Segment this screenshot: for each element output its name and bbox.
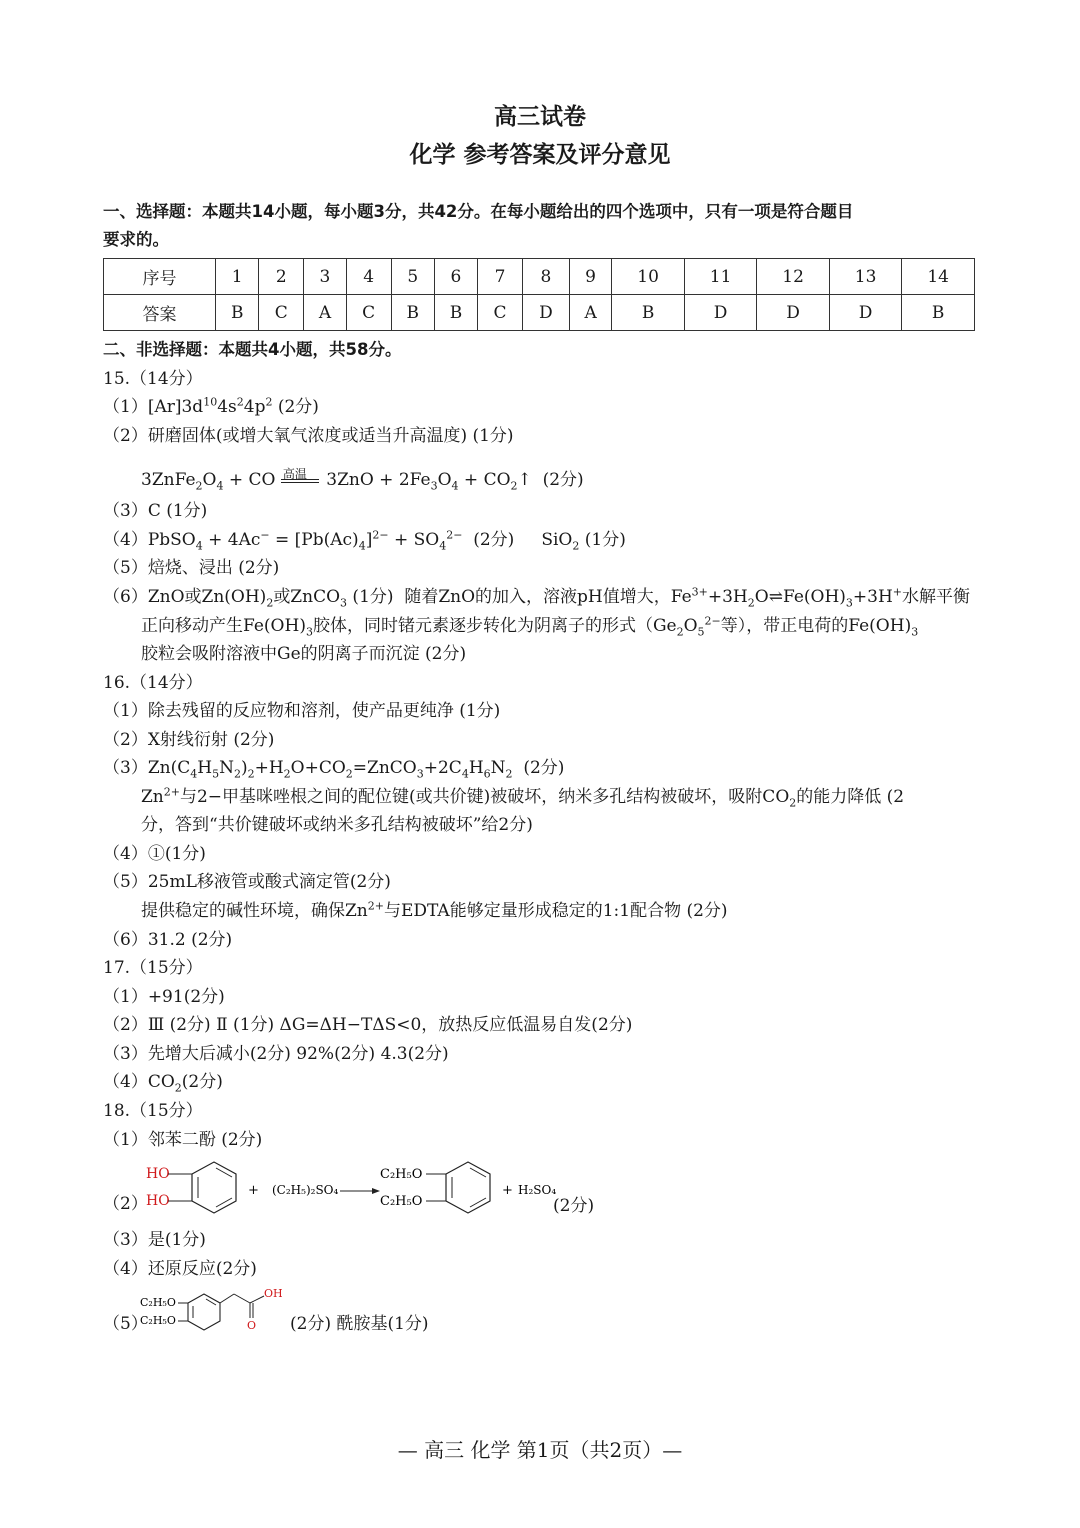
section2-intro: 二、非选择题：本题共4小题，共58分。 <box>103 340 402 359</box>
q15-part4: （4）PbSO$_4$ + $4Ac^- = [Pb(Ac)_4]^{2-} + SO_4^{2-}$ (2分) SiO$_2$ (1分) <box>103 528 626 553</box>
q16-part4: （4）①(1分) <box>103 844 206 864</box>
answer-table-answer-row <box>104 295 975 331</box>
table-cell: C <box>478 295 523 331</box>
q16-part3: $(3)Zn(C_4H_5N_2)_2+H_2O+CO_2=ZnCO_3+2C_4H_6N_2$ (2分) <box>103 758 565 781</box>
superscript: 10 <box>203 395 218 409</box>
answer-table <box>103 258 975 331</box>
table-cell: 2 <box>259 259 304 295</box>
text: （4）CO <box>103 1072 175 1092</box>
equation-left: 3ZnFe <box>141 470 196 490</box>
table-cell: B <box>391 295 434 331</box>
q18-part3: （3）是(1分) <box>103 1230 206 1250</box>
q16-part3-line2: $Zn^{2+}$与2−甲基咪唑根之间的配位键(或共价键)被破坏，纳米多孔结构被破坏，吸附$CO_2$的能力降低 (2 <box>141 785 905 810</box>
part-label: （3） <box>103 758 148 778</box>
svg-text:+: + <box>248 1183 259 1198</box>
q17-part4: $(4)CO_2(2$分) <box>103 1072 223 1095</box>
text: （6）ZnO或Zn(OH) <box>103 587 267 607</box>
svg-text:OH: OH <box>264 1287 283 1300</box>
q16-part3-line3: 分，答到“共价键破坏或纳米多孔结构被破坏”给2分) <box>141 815 533 835</box>
score: (2分) <box>542 470 584 490</box>
svg-text:HO: HO <box>146 1166 170 1182</box>
svg-text:(C₂H₅)₂SO₄: (C₂H₅)₂SO₄ <box>272 1183 339 1197</box>
table-cell: 8 <box>522 259 569 295</box>
text: 正向移动产生Fe(OH) <box>141 616 306 636</box>
row-label-answer: 答案 <box>104 295 216 331</box>
page-title: 高三试卷 <box>494 104 586 130</box>
q15-part6-line2: 正向移动产生$Fe(OH)_3$胶体，同时锗元素逐步转化为阴离子的形式（$Ge_2O_5^{2-}$等），带正电荷的$Fe(OH)_3$ <box>141 614 919 639</box>
table-cell: 14 <box>902 259 975 295</box>
q15-part6-line3: 胶粒会吸附溶液中Ge的阴离子而沉淀 (2分) <box>141 644 467 664</box>
score: (1分) <box>584 530 626 550</box>
q16-part5: （5）25mL移液管或酸式滴定管(2分) <box>103 872 391 892</box>
table-cell: 11 <box>684 259 757 295</box>
table-cell: D <box>684 295 757 331</box>
q18-part1: （1）邻苯二酚 (2分) <box>103 1130 263 1150</box>
q17-heading: 17.（15分） <box>103 958 203 978</box>
svg-text:HO: HO <box>146 1193 170 1209</box>
table-cell: 10 <box>612 259 685 295</box>
page-subtitle: 化学 参考答案及评分意见 <box>409 142 671 168</box>
svg-text:C₂H₅O: C₂H₅O <box>380 1194 423 1209</box>
text: 与EDTA能够定量形成稳定的1:1配合物 (2分) <box>383 901 728 921</box>
table-cell: D <box>757 295 830 331</box>
section1-intro <box>103 198 983 254</box>
score: (2分) <box>272 397 319 417</box>
svg-text:O: O <box>247 1319 257 1332</box>
q18-part5-score: (2分) 酰胺基(1分) <box>290 1314 429 1334</box>
superscript: 2 <box>265 395 273 409</box>
table-cell: 9 <box>569 259 612 295</box>
page-footer: — 高三 化学 第1页（共2页）— <box>397 1438 683 1462</box>
catechol-ethylation-reaction <box>140 1158 610 1220</box>
answer-table-number-row <box>104 259 975 295</box>
q18-part4: （4）还原反应(2分) <box>103 1259 257 1279</box>
q16-part2: （2）X射线衍射 (2分) <box>103 730 275 750</box>
reaction-arrow-with-condition <box>281 466 321 486</box>
q18-heading: 18.（15分） <box>103 1101 203 1121</box>
q16-part6: （6）31.2 (2分) <box>103 930 233 950</box>
table-cell: D <box>522 295 569 331</box>
text: [Ar]3d <box>147 397 204 417</box>
svg-text:C₂H₅O: C₂H₅O <box>380 1167 423 1182</box>
q16-part1: （1）除去残留的反应物和溶剂，使产品更纯净 (1分) <box>103 701 501 721</box>
score: (2分) <box>473 530 515 550</box>
table-cell: B <box>902 295 975 331</box>
table-cell: 1 <box>216 259 259 295</box>
q15-equation: $3ZnFe_2O_4$ + CO 高温 $3ZnO + 2Fe_3O_4$ + $CO_2↑$ (2分) <box>141 466 584 494</box>
table-cell: A <box>569 295 612 331</box>
table-cell: 7 <box>478 259 523 295</box>
diethoxyphenylacetic-acid-structure <box>138 1286 288 1336</box>
table-cell: 3 <box>304 259 347 295</box>
table-cell: D <box>829 295 902 331</box>
text: 4p <box>243 397 266 417</box>
table-cell: B <box>612 295 685 331</box>
q16-part5-line2: 提供稳定的碱性环境，确保$Zn^{2+}$与EDTA能够定量形成稳定的1:1配合物 (2分) <box>141 899 728 921</box>
q15-part5: （5）焙烧、浸出 (2分) <box>103 558 280 578</box>
table-cell: 5 <box>391 259 434 295</box>
table-cell: B <box>434 295 477 331</box>
q15-part3: （3）C (1分) <box>103 501 208 521</box>
svg-text:H₂SO₄: H₂SO₄ <box>518 1183 557 1197</box>
section1-intro-line2: 要求的。 <box>103 230 169 249</box>
row-label-number: 序号 <box>104 259 216 295</box>
q17-part3: （3）先增大后减小(2分) 92%(2分) 4.3(2分) <box>103 1044 449 1064</box>
text: 4s <box>217 397 237 417</box>
svg-text:+: + <box>502 1183 513 1198</box>
q18-part5-label: （5） <box>103 1314 148 1334</box>
q16-heading: 16.（14分） <box>103 673 203 693</box>
q15-part2: （2）研磨固体(或增大氧气浓度或适当升高温度) (1分) <box>103 426 514 446</box>
superscript: 2 <box>236 395 244 409</box>
table-cell: B <box>216 295 259 331</box>
svg-text:C₂H₅O: C₂H₅O <box>140 1314 176 1327</box>
score: (2分) <box>523 758 565 778</box>
table-cell: 12 <box>757 259 830 295</box>
q17-part1: （1）+91(2分) <box>103 987 225 1007</box>
table-cell: 13 <box>829 259 902 295</box>
reaction-condition: 高温 <box>282 466 307 481</box>
q18-part2-score: (2分) <box>553 1196 595 1216</box>
table-cell: A <box>304 295 347 331</box>
q15-part1 <box>103 393 319 421</box>
table-cell: 4 <box>346 259 391 295</box>
section1-intro-line1: 一、选择题：本题共14小题，每小题3分，共42分。在每小题给出的四个选项中，只有一项是符合题目 <box>103 202 854 221</box>
part-label: （4） <box>103 530 148 550</box>
table-cell: C <box>259 295 304 331</box>
q18-part2-label: （2） <box>103 1194 148 1214</box>
q15-heading: 15.（14分） <box>103 369 203 389</box>
q17-part2: （2）Ⅲ (2分) Ⅱ (1分) ΔG=ΔH−TΔS<0，放热反应低温易自发(2分) <box>103 1015 633 1035</box>
part-label: （1） <box>103 397 148 417</box>
text: 与2−甲基咪唑根之间的配位键(或共价键)被破坏，纳米多孔结构被破坏，吸附CO <box>179 787 790 807</box>
svg-text:C₂H₅O: C₂H₅O <box>140 1296 176 1309</box>
table-cell: 6 <box>434 259 477 295</box>
text: Zn <box>141 787 164 807</box>
text: 的能力降低 (2 <box>796 787 905 807</box>
q15-part6-line1: （6）ZnO或$Zn(OH)_2$或ZnCO$_3$ (1分) 随着ZnO的加入，溶液pH值增大，$Fe^{3+}+3H_2O\rightleftharpoons Fe(OH)_3+3H^+$水解平衡 <box>103 585 971 610</box>
table-cell: C <box>346 295 391 331</box>
score: (2分) <box>181 1072 223 1092</box>
text: 提供稳定的碱性环境，确保Zn <box>141 901 368 921</box>
